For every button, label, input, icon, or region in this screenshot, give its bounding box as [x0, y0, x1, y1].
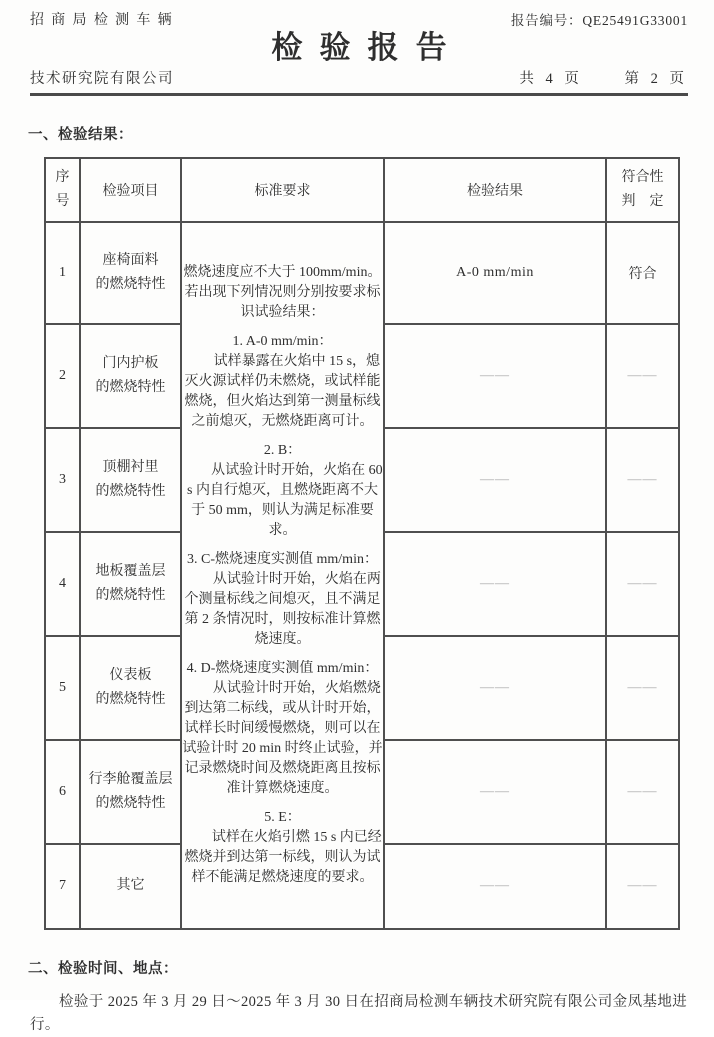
- verdict-cell: ——: [606, 740, 679, 844]
- requirement-item-body: 试样暴露在火焰中 15 s，熄灭火源试样仍未燃烧，或试样能燃烧，但火焰达到第一测量标线之前熄灭，无燃烧距离可计。: [184, 353, 381, 429]
- result-cell: ——: [384, 740, 606, 844]
- item-cell: 仪表板 的燃烧特性: [80, 636, 181, 740]
- item-cell: 其它: [80, 844, 181, 929]
- result-cell: ——: [384, 324, 606, 428]
- seq-cell: 6: [45, 740, 80, 844]
- seq-cell: 4: [45, 532, 80, 636]
- col-header-item: 检验项目: [80, 158, 181, 222]
- result-cell: ——: [384, 428, 606, 532]
- item-cell: 顶棚衬里 的燃烧特性: [80, 428, 181, 532]
- verdict-cell: ——: [606, 324, 679, 428]
- col-header-requirement: 标准要求: [181, 158, 384, 222]
- result-cell: ——: [384, 636, 606, 740]
- inspection-time-place-text: 检验于 2025 年 3 月 29 日～2025 年 3 月 30 日在招商局检测车辆技术研究院有限公司金凤基地进行。: [30, 993, 688, 1033]
- requirement-item-body: 从试验计时开始，火焰燃烧到达第二标线，或从计时开始，试样长时间缓慢燃烧，则可以在试验计时 20 min 时终止试验，并记录燃烧时间及燃烧距离且按标准计算燃烧速度。: [182, 680, 383, 796]
- requirement-cell: [181, 222, 384, 929]
- result-cell: A-0 mm/min: [384, 222, 606, 324]
- item-cell: 座椅面料 的燃烧特性: [80, 222, 181, 324]
- total-pages: 共 4 页: [519, 70, 583, 87]
- verdict-cell: ——: [606, 428, 679, 532]
- seq-cell: 1: [45, 222, 80, 324]
- requirement-item-head: 2. B：: [263, 442, 302, 458]
- table-header-row: [45, 158, 679, 222]
- report-title: 检验报告: [271, 30, 464, 65]
- requirement-item-body: 从试验计时开始，火焰在 60 s 内自行熄灭，且燃烧距离不大于 50 mm，则认为满足标准要求。: [187, 462, 383, 538]
- verdict-cell: ——: [606, 636, 679, 740]
- item-cell: 行李舱覆盖层 的燃烧特性: [80, 740, 181, 844]
- seq-cell: 5: [45, 636, 80, 740]
- page-indicator: [519, 67, 688, 88]
- col-header-verdict: 符合性 判 定: [606, 158, 679, 222]
- letterhead: [0, 0, 714, 96]
- report-number: 报告编号：QE25491G33001: [510, 13, 688, 28]
- result-cell: ——: [384, 532, 606, 636]
- requirement-item-body: 从试验计时开始，火焰在两个测量标线之间熄灭，且不满足第 2 条情况时，则按标准计算燃烧速度。: [184, 571, 381, 647]
- requirement-item-body: 试样在火焰引燃 15 s 内已经燃烧并到达第一标线，则认为试样不能满足燃烧速度的要求。: [184, 829, 382, 885]
- requirement-item-head: 4. D-燃烧速度实测值 mm/min：: [186, 660, 379, 676]
- seq-cell: 7: [45, 844, 80, 929]
- seq-cell: 2: [45, 324, 80, 428]
- section-results-heading: 一、检验结果：: [28, 126, 133, 143]
- org-name-line2: 技术研究院有限公司: [30, 70, 174, 87]
- requirement-item-head: 3. C-燃烧速度实测值 mm/min：: [187, 551, 378, 567]
- section-time-place-heading: 二、检验时间、地点：: [28, 960, 178, 977]
- seq-cell: 3: [45, 428, 80, 532]
- result-cell: ——: [384, 844, 606, 929]
- col-header-result: 检验结果: [384, 158, 606, 222]
- col-header-seq: 序 号: [45, 158, 80, 222]
- header-divider: [30, 93, 688, 96]
- item-cell: 地板覆盖层 的燃烧特性: [80, 532, 181, 636]
- requirement-intro: 燃烧速度应不大于 100mm/min。若出现下列情况则分别按要求标识试验结果：: [183, 264, 382, 320]
- verdict-cell: ——: [606, 532, 679, 636]
- verdict-cell: ——: [606, 844, 679, 929]
- requirement-item-head: 1. A-0 mm/min：: [232, 333, 333, 349]
- requirement-item-head: 5. E：: [264, 809, 301, 825]
- org-name-line1: 招商局检测车辆: [30, 13, 179, 28]
- item-cell: 门内护板 的燃烧特性: [80, 324, 181, 428]
- verdict-cell: 符合: [606, 222, 679, 324]
- table-row: [45, 222, 679, 324]
- results-table: [44, 157, 680, 930]
- current-page: 第 2 页: [624, 70, 688, 87]
